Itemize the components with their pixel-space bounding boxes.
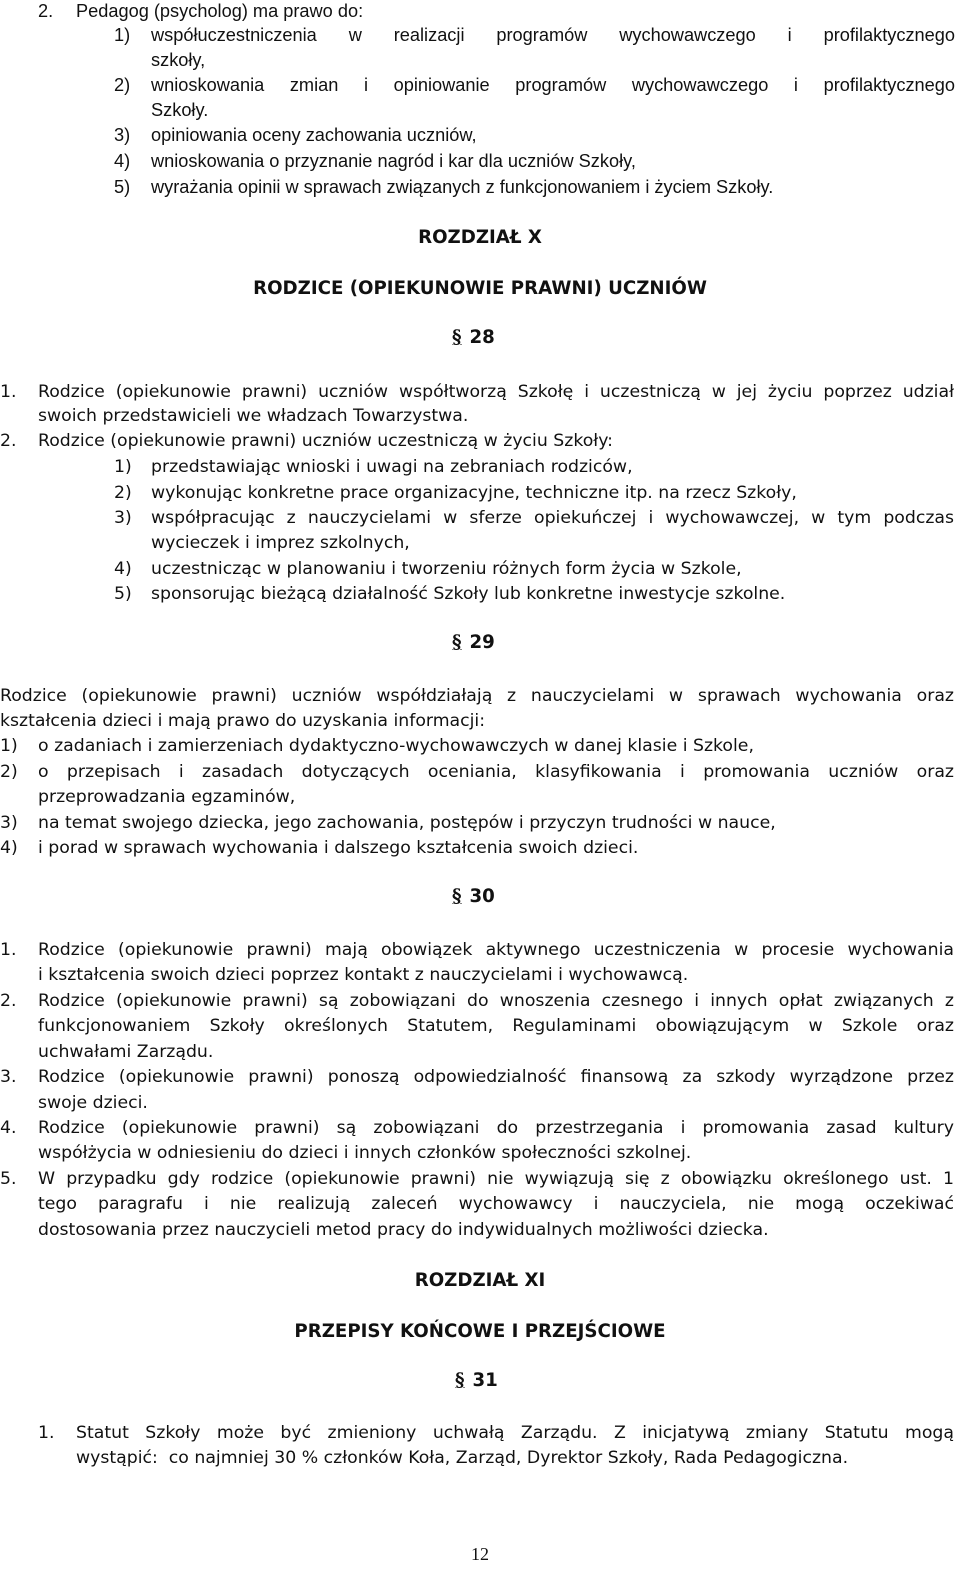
item-number: 1.: [38, 1423, 55, 1443]
item-text: dostosowania przez nauczycieli metod pracy do indywidualnych możliwości dziecka.: [38, 1220, 769, 1240]
item-text: uchwałami Zarządu.: [38, 1042, 214, 1062]
item-number: 3.: [0, 1067, 17, 1087]
chapter-title: ROZDZIAŁ XI: [414, 1270, 546, 1291]
item-number: 3): [114, 508, 132, 528]
paragraph-heading: [455, 1370, 498, 1391]
item-text: współżycia w odniesieniu do dzieci i innych członków społeczności szkolnej.: [38, 1143, 692, 1163]
item-text: wnioskowania zmian i opiniowanie programów wychowawczego i profilaktycznego: [151, 75, 955, 95]
section-symbol: §: [455, 1370, 465, 1391]
item-text: wystąpić: co najmniej 30 % członków Koła, Zarząd, Dyrektor Szkoły, Rada Pedagogiczna.: [76, 1448, 849, 1468]
item-number: 2): [114, 483, 132, 503]
item-text: Pedagog (psycholog) ma prawo do:: [76, 1, 364, 21]
item-text: Rodzice (opiekunowie prawni) ponoszą odpowiedzialność finansową za szkody wyrządzone przez: [38, 1067, 954, 1087]
item-text: swoich przedstawicieli we władzach Towarzystwa.: [38, 406, 469, 426]
item-text: Statut Szkoły może być zmieniony uchwałą Zarządu. Z inicjatywą zmiany Statutu mogą: [76, 1423, 954, 1443]
item-number: 5.: [0, 1169, 17, 1189]
item-text: wycieczek i imprez szkolnych,: [151, 533, 410, 553]
item-text: Szkoły.: [151, 100, 209, 120]
item-text: funkcjonowaniem Szkoły określonych Statutem, Regulaminami obowiązującym w Szkole oraz: [38, 1016, 954, 1036]
item-number: 2): [0, 762, 18, 782]
item-text: i porad w sprawach wychowania i dalszego kształcenia swoich dzieci.: [38, 838, 639, 858]
item-number: 3): [114, 125, 131, 145]
paragraph-heading: [452, 632, 495, 653]
item-number: 4): [114, 559, 132, 579]
paragraph-number: 28: [469, 327, 495, 348]
item-text: przeprowadzania egzaminów,: [38, 787, 296, 807]
item-text: i kształcenia swoich dzieci poprzez kontakt z nauczycielami i wychowawcą.: [38, 965, 689, 985]
item-text: uczestnicząc w planowaniu i tworzeniu różnych form życia w Szkole,: [151, 559, 742, 579]
item-text: Rodzice (opiekunowie prawni) mają obowiązek aktywnego uczestniczenia w procesie wychowania: [38, 940, 954, 960]
item-text: Rodzice (opiekunowie prawni) uczniów uczestniczą w życiu Szkoły:: [38, 431, 613, 451]
item-text: Rodzice (opiekunowie prawni) są zobowiązani do przestrzegania i promowania zasad kultury: [38, 1118, 954, 1138]
item-number: 3): [0, 813, 18, 833]
item-text: wykonując konkretne prace organizacyjne, techniczne itp. na rzecz Szkoły,: [151, 483, 797, 503]
item-text: wnioskowania o przyznanie nagród i kar dla uczniów Szkoły,: [151, 151, 636, 171]
item-number: 1): [114, 457, 132, 477]
page-number: 12: [471, 1544, 489, 1564]
item-text: Rodzice (opiekunowie prawni) uczniów współtworzą Szkołę i uczestniczą w jej życiu poprzez udział: [38, 382, 954, 402]
paragraph-heading: [452, 327, 495, 348]
item-number: 2): [114, 75, 131, 95]
section-symbol: §: [452, 632, 462, 653]
item-text: tego paragrafu i nie realizują zaleceń wychowawcy i nauczyciela, nie mogą oczekiwać: [38, 1194, 954, 1214]
paragraph-number: 29: [469, 632, 495, 653]
item-number: 2.: [0, 431, 17, 451]
section-symbol: §: [452, 886, 462, 907]
item-text: swoje dzieci.: [38, 1093, 148, 1113]
item-number: 1.: [0, 382, 17, 402]
chapter-subtitle: PRZEPISY KOŃCOWE I PRZEJŚCIOWE: [294, 1321, 666, 1342]
item-text: o zadaniach i zamierzeniach dydaktyczno-wychowawczych w danej klasie i Szkole,: [38, 736, 754, 756]
section-symbol: §: [452, 327, 462, 348]
item-number: 1.: [0, 940, 17, 960]
item-number: 4): [114, 151, 131, 171]
item-number: 5): [114, 584, 132, 604]
item-number: 1): [0, 736, 18, 756]
item-text: o przepisach i zasadach dotyczących oceniania, klasyfikowania i promowania uczniów oraz: [38, 762, 954, 782]
text-line: Rodzice (opiekunowie prawni) uczniów współdziałają z nauczycielami w sprawach wychowania oraz: [0, 686, 954, 706]
item-number: 4.: [0, 1118, 17, 1138]
item-text: przedstawiając wnioski i uwagi na zebraniach rodziców,: [151, 457, 633, 477]
chapter-title: ROZDZIAŁ X: [418, 227, 542, 248]
item-number: 4): [0, 838, 18, 858]
item-text: współuczestniczenia w realizacji programów wychowawczego i profilaktycznego: [151, 25, 955, 45]
item-text: wyrażania opinii w sprawach związanych z funkcjonowaniem i życiem Szkoły.: [151, 177, 774, 197]
item-text: W przypadku gdy rodzice (opiekunowie prawni) nie wywiązują się z obowiązku określonego ust. 1: [38, 1169, 954, 1189]
paragraph-heading: [452, 886, 495, 907]
item-text: na temat swojego dziecka, jego zachowania, postępów i przyczyn trudności w nauce,: [38, 813, 776, 833]
text-line: kształcenia dzieci i mają prawo do uzyskania informacji:: [0, 711, 486, 731]
item-number: 5): [114, 177, 131, 197]
item-number: 1): [114, 25, 131, 45]
item-text: opiniowania oceny zachowania uczniów,: [151, 125, 477, 145]
item-text: sponsorując bieżącą działalność Szkoły lub konkretne inwestycje szkolne.: [151, 584, 786, 604]
item-number: 2.: [38, 1, 54, 21]
paragraph-number: 30: [469, 886, 495, 907]
paragraph-number: 31: [472, 1370, 498, 1391]
item-number: 2.: [0, 991, 17, 1011]
chapter-subtitle: RODZICE (OPIEKUNOWIE PRAWNI) UCZNIÓW: [253, 278, 707, 299]
item-text: szkoły,: [151, 50, 206, 70]
item-text: współpracując z nauczycielami w sferze opiekuńczej i wychowawczej, w tym podczas: [151, 508, 954, 528]
item-text: Rodzice (opiekunowie prawni) są zobowiązani do wnoszenia czesnego i innych opłat związanych z: [38, 991, 954, 1011]
